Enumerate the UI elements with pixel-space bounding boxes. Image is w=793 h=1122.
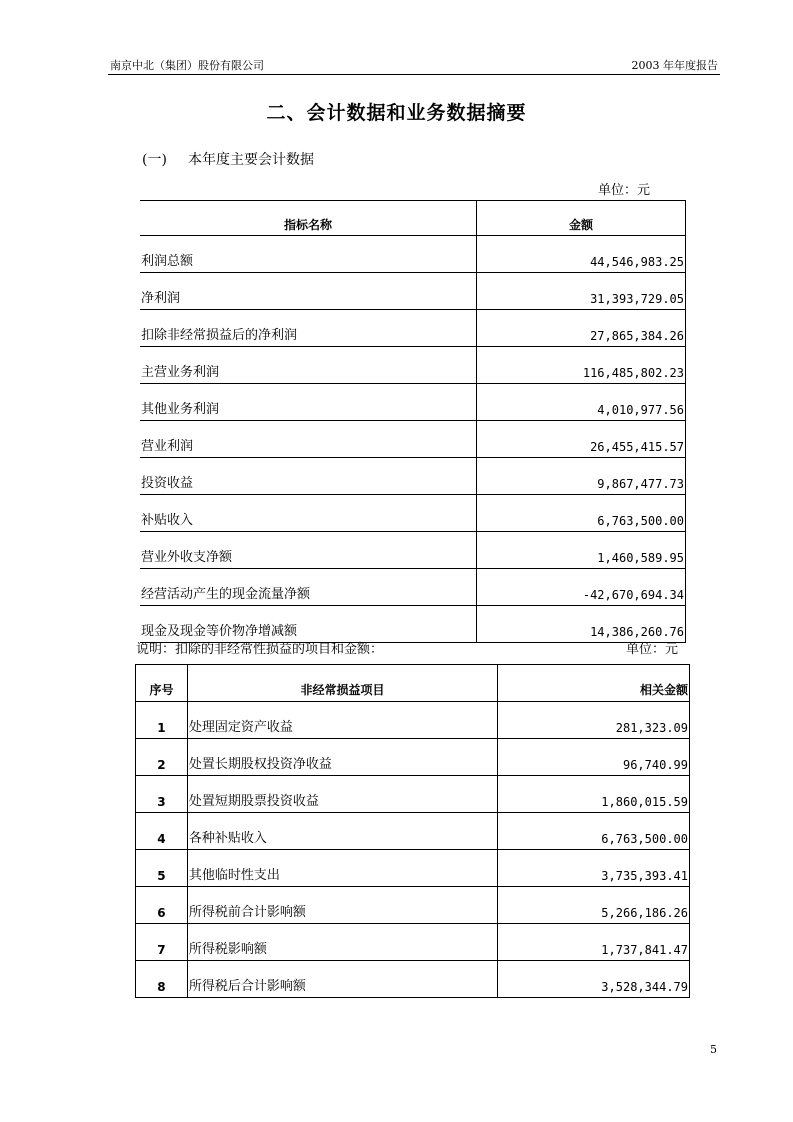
indicator-amount: 4,010,977.56 — [477, 384, 686, 421]
report-name: 2003 年年度报告 — [631, 59, 718, 72]
indicator-amount: 1,460,589.95 — [477, 532, 686, 569]
indicator-name: 补贴收入 — [140, 495, 477, 532]
section-label: 本年度主要会计数据 — [188, 152, 314, 168]
column-header-name: 指标名称 — [140, 201, 477, 236]
column-header-amount: 金额 — [477, 201, 686, 236]
table-row — [136, 702, 690, 739]
item-name: 其他临时性支出 — [187, 850, 497, 887]
section-number: (一) — [142, 152, 167, 168]
indicator-amount: 26,455,415.57 — [477, 421, 686, 458]
item-amount: 6,763,500.00 — [498, 813, 690, 850]
indicator-name: 营业利润 — [140, 421, 477, 458]
page-title: 二、会计数据和业务数据摘要 — [266, 102, 527, 124]
item-amount: 3,528,344.79 — [498, 961, 690, 998]
indicator-amount: 27,865,384.26 — [477, 310, 686, 347]
indicator-amount: 44,546,983.25 — [477, 236, 686, 273]
indicator-name: 投资收益 — [140, 458, 477, 495]
table-row — [136, 850, 690, 887]
indicator-name: 扣除非经常损益后的净利润 — [140, 310, 477, 347]
item-seq: 2 — [136, 739, 188, 776]
table-row — [136, 739, 690, 776]
table2-unit: 单位：元 — [626, 642, 679, 657]
indicator-amount: 14,386,260.76 — [477, 606, 686, 643]
table-row — [140, 310, 686, 347]
indicator-name: 现金及现金等价物净增减额 — [140, 606, 477, 643]
item-seq: 3 — [136, 776, 188, 813]
item-name: 处置长期股权投资净收益 — [187, 739, 497, 776]
item-seq: 4 — [136, 813, 188, 850]
column-header-amount: 相关金额 — [498, 665, 690, 702]
item-amount: 3,735,393.41 — [498, 850, 690, 887]
table-row — [140, 458, 686, 495]
table-row — [140, 532, 686, 569]
accounting-data-table — [140, 200, 686, 643]
table-row — [140, 606, 686, 643]
table-row — [140, 421, 686, 458]
indicator-amount: 6,763,500.00 — [477, 495, 686, 532]
indicator-name: 利润总额 — [140, 236, 477, 273]
indicator-amount: 116,485,802.23 — [477, 347, 686, 384]
table-header-row — [136, 665, 690, 702]
table-row — [136, 924, 690, 961]
item-name: 处置短期股票投资收益 — [187, 776, 497, 813]
item-name: 各种补贴收入 — [187, 813, 497, 850]
item-amount: 1,737,841.47 — [498, 924, 690, 961]
item-name: 处理固定资产收益 — [187, 702, 497, 739]
item-name: 所得税影响额 — [187, 924, 497, 961]
indicator-name: 主营业务利润 — [140, 347, 477, 384]
item-seq: 8 — [136, 961, 188, 998]
page-header — [108, 56, 720, 75]
item-name: 所得税前合计影响额 — [187, 887, 497, 924]
item-name: 所得税后合计影响额 — [187, 961, 497, 998]
item-seq: 5 — [136, 850, 188, 887]
table-row — [136, 961, 690, 998]
indicator-amount: 31,393,729.05 — [477, 273, 686, 310]
table-row — [140, 273, 686, 310]
item-seq: 7 — [136, 924, 188, 961]
item-amount: 96,740.99 — [498, 739, 690, 776]
table2-note: 说明：扣除的非经常性损益的项目和金额： — [136, 642, 384, 657]
table-row — [140, 495, 686, 532]
item-seq: 1 — [136, 702, 188, 739]
company-name: 南京中北（集团）股份有限公司 — [110, 59, 264, 72]
item-seq: 6 — [136, 887, 188, 924]
column-header-seq: 序号 — [136, 665, 188, 702]
table-row — [140, 347, 686, 384]
item-amount: 281,323.09 — [498, 702, 690, 739]
table1-unit: 单位：元 — [598, 183, 651, 198]
column-header-item: 非经常损益项目 — [187, 665, 497, 702]
indicator-name: 营业外收支净额 — [140, 532, 477, 569]
non-recurring-items-table — [135, 664, 690, 998]
table-row — [140, 569, 686, 606]
table-row — [136, 776, 690, 813]
section-heading — [142, 149, 314, 169]
item-amount: 1,860,015.59 — [498, 776, 690, 813]
table-row — [136, 813, 690, 850]
table-row — [136, 887, 690, 924]
table-row — [140, 236, 686, 273]
indicator-name: 其他业务利润 — [140, 384, 477, 421]
indicator-name: 经营活动产生的现金流量净额 — [140, 569, 477, 606]
table-header-row — [140, 201, 686, 236]
page-number: 5 — [710, 1043, 717, 1056]
indicator-amount: 9,867,477.73 — [477, 458, 686, 495]
table-row — [140, 384, 686, 421]
indicator-amount: -42,670,694.34 — [477, 569, 686, 606]
item-amount: 5,266,186.26 — [498, 887, 690, 924]
indicator-name: 净利润 — [140, 273, 477, 310]
